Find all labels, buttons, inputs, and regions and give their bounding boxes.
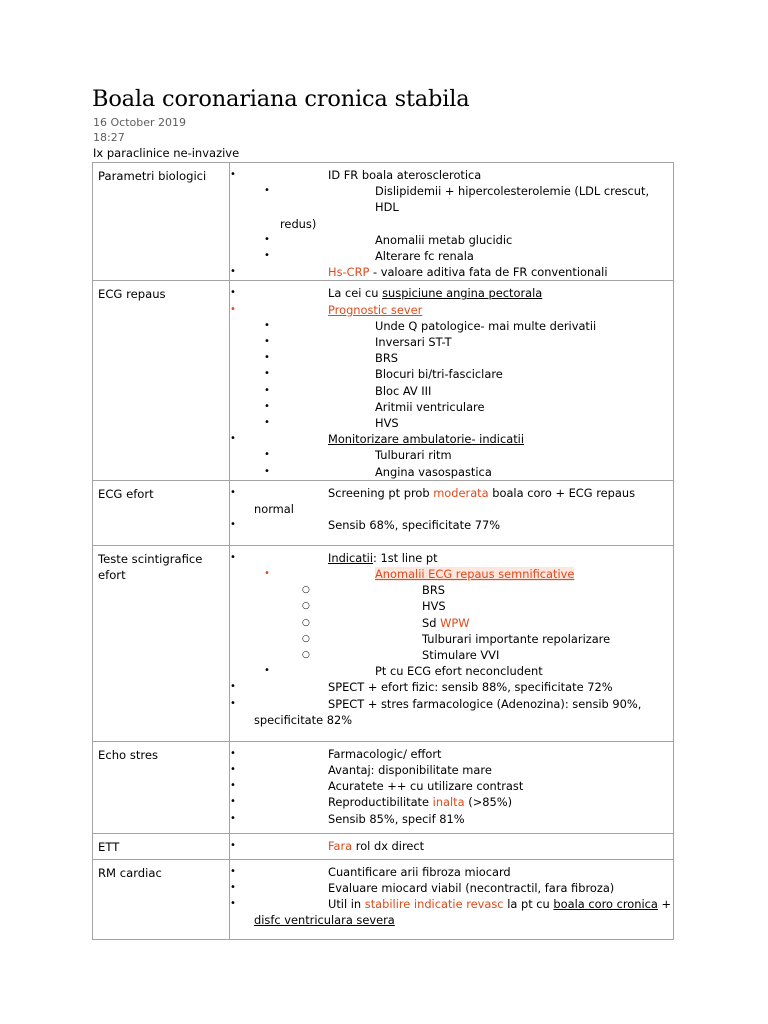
item-text [230,485,673,501]
item-text [230,285,673,301]
bullet-icon: • [230,747,236,759]
item-text-part: + [657,897,672,912]
hollow-bullet-icon: ○ [302,601,310,612]
item-text-part: Pt cu ECG efort neconcludent [375,664,543,679]
item-text-part: Blocuri bi/tri-fasciclare [375,367,503,382]
list-item [230,264,673,280]
item-text-part: Sd [422,615,441,630]
bullet-icon: • [264,319,270,331]
bullet-icon: • [230,882,236,894]
highlighted-text: Anomalii ECG repaus semnificative [375,567,575,582]
item-text-part: (>85%) [464,795,513,810]
list-item [230,550,673,566]
list-item [230,415,673,431]
item-text-part: Anomalii metab glucidic [375,232,513,247]
list-item [230,838,673,854]
bullet-icon: • [230,266,236,278]
list-item [230,896,673,928]
list-item [230,485,673,517]
bullet-icon: • [230,287,236,299]
bullet-icon: • [264,665,270,677]
bullet-icon: • [264,465,270,477]
item-text-part: Farmacologic/ effort [328,746,442,761]
item-text [230,663,673,679]
details-cell [230,545,674,741]
item-text-part: BRS [422,583,445,598]
wrapped-text: specificitate 82% [254,712,353,727]
highlighted-text: moderata [433,485,489,500]
item-text-part: Acuratete ++ cu utilizare contrast [328,779,524,794]
item-text-part: - valoare aditiva fata de FR conventionali [369,265,608,280]
item-text [230,232,673,248]
details-cell [230,833,674,859]
item-text [230,302,673,318]
table-row [93,859,674,939]
bullet-icon: • [264,233,270,245]
bullet-icon: • [264,384,270,396]
item-text-part: Inversari ST-T [375,335,452,350]
parameter-cell: ECG efort [93,480,230,545]
item-text [230,696,673,712]
bullet-icon: • [230,865,236,877]
list-item [230,248,673,264]
bullet-icon: • [230,812,236,824]
item-text [230,647,673,663]
details-cell [230,281,674,480]
list-item [230,598,673,614]
bullet-icon: • [264,449,270,461]
list-item [230,232,673,248]
bullet-icon: • [264,368,270,380]
item-text [230,566,673,582]
bullet-icon: • [230,796,236,808]
item-text [230,183,673,215]
note-time: 18:27 [93,131,125,144]
parameter-cell: Parametri biologici [93,163,230,281]
highlighted-text: WPW [440,615,470,630]
item-text-part: Aritmii ventriculare [375,399,485,414]
list-item [230,366,673,382]
item-text-part: Angina vasospastica [375,464,492,479]
list-item [230,647,673,663]
section-subtitle: Ix paraclinice ne-invazive [93,146,240,160]
underlined-text: suspiciune angina pectorala [382,286,543,301]
notes-table [92,162,674,940]
list-item [230,663,673,679]
list-item [230,399,673,415]
table-row [93,833,674,859]
item-text [230,264,673,280]
note-date: 16 October 2019 [93,116,187,129]
highlighted-text: Fara [328,838,353,853]
bullet-icon: • [230,839,236,851]
item-text [230,334,673,350]
item-text [230,350,673,366]
item-text [230,679,673,695]
list-item [230,464,673,480]
item-text [230,383,673,399]
wrapped-text: redus) [280,216,317,231]
item-text-part: SPECT + stres farmacologice (Adenozina): sensib 90%, [328,696,642,711]
item-text-part: Reproductibilitate [328,795,433,810]
parameter-cell: ECG repaus [93,281,230,480]
details-cell [230,741,674,833]
hollow-bullet-icon: ○ [302,585,310,596]
list-item [230,679,673,695]
item-text-part: HVS [422,599,446,614]
bullet-icon: • [230,898,236,910]
hollow-bullet-icon: ○ [302,650,310,661]
list-item [230,302,673,318]
bullet-icon: • [264,352,270,364]
item-text [230,746,673,762]
item-text [230,864,673,880]
list-item [230,762,673,778]
item-text-part: Cuantificare arii fibroza miocard [328,864,511,879]
item-text [230,762,673,778]
item-text [230,517,673,533]
item-text [230,778,673,794]
list-item [230,631,673,647]
list-item [230,582,673,598]
bullet-icon: • [230,486,236,498]
parameter-cell: Echo stres [93,741,230,833]
item-text-part: Unde Q patologice- mai multe derivatii [375,318,597,333]
item-text [230,248,673,264]
item-text-part: Tulburari ritm [375,448,452,463]
item-text-part: boala coro + ECG repaus [488,485,636,500]
item-text-part: Bloc AV III [375,383,432,398]
list-item [230,880,673,896]
item-text-part: la pt cu [503,897,554,912]
table-row [93,741,674,833]
item-text-part: Tulburari importante repolarizare [422,631,611,646]
list-item [230,431,673,447]
list-item [230,334,673,350]
list-item [230,778,673,794]
item-text-part: Alterare fc renala [375,249,474,264]
item-text [230,598,673,614]
underlined-text: boala coro cronica [553,897,658,912]
item-text-part: Avantaj: disponibilitate mare [328,763,492,778]
bullet-icon: • [230,764,236,776]
bullet-icon: • [264,185,270,197]
item-text-part: Evaluare miocard viabil (necontractil, fara fibroza) [328,881,615,896]
item-text-part: Stimulare VVI [422,648,500,663]
item-text [230,880,673,896]
item-text-part: SPECT + efort fizic: sensib 88%, specificitate 72% [328,680,613,695]
item-text-part: HVS [375,416,399,431]
list-item [230,517,673,533]
parameter-cell: Teste scintigrafice efort [93,545,230,741]
list-item [230,318,673,334]
bullet-icon: • [264,417,270,429]
item-text [230,464,673,480]
hollow-bullet-icon: ○ [302,633,310,644]
list-item [230,864,673,880]
item-text-part: Dislipidemii + hipercolesterolemie (LDL crescut, HDL [375,184,650,215]
parameter-cell: ETT [93,833,230,859]
details-cell [230,480,674,545]
list-item [230,566,673,582]
bullet-icon: • [264,568,270,580]
bullet-icon: • [264,250,270,262]
table-row [93,281,674,480]
list-item [230,746,673,762]
bullet-icon: • [264,336,270,348]
highlighted-text: Hs-CRP [328,265,370,280]
table-row [93,163,674,281]
table-row [93,545,674,741]
item-text-part: Screening pt prob [328,485,434,500]
item-text [230,838,673,854]
bullet-icon: • [230,697,236,709]
item-text [230,318,673,334]
item-text-part: rol dx direct [352,838,425,853]
item-text-part: : 1st line pt [373,550,438,565]
item-text [230,582,673,598]
item-text [230,399,673,415]
list-item [230,183,673,232]
item-text-part: BRS [375,351,398,366]
bullet-icon: • [230,551,236,563]
item-text [230,550,673,566]
item-text [230,811,673,827]
list-item [230,350,673,366]
item-text-part: La cei cu [328,286,383,301]
item-text-part: Sensib 68%, specificitate 77% [328,518,501,533]
item-text [230,447,673,463]
parameter-cell: RM cardiac [93,859,230,939]
item-text-part: ID FR boala aterosclerotica [328,168,482,182]
bullet-icon: • [230,681,236,693]
page-title: Boala coronariana cronica stabila [92,86,470,112]
details-cell [230,859,674,939]
item-text [230,794,673,810]
bullet-icon: • [230,169,236,180]
bullet-icon: • [264,400,270,412]
item-text [230,896,673,912]
item-text [230,366,673,382]
item-text [230,415,673,431]
list-item [230,167,673,183]
list-item [230,383,673,399]
hollow-bullet-icon: ○ [302,617,310,628]
highlighted-text: inalta [432,795,465,810]
wrapped-text: disfc ventriculara severa [254,913,395,928]
wrapped-text: normal [254,502,294,517]
underlined-text: Indicatii [328,550,374,565]
list-item [230,615,673,631]
list-item [230,696,673,728]
item-text-part: Util in [328,897,365,912]
table-row [93,480,674,545]
underlined-text: Monitorizare ambulatorie- indicatii [328,432,524,447]
bullet-icon: • [230,519,236,531]
highlighted-text: Prognostic sever [328,302,423,317]
details-cell [230,163,674,281]
item-text-part: Sensib 85%, specif 81% [328,811,465,826]
bullet-icon: • [230,303,236,315]
highlighted-text: stabilire indicatie revasc [364,897,504,912]
list-item [230,447,673,463]
list-item [230,811,673,827]
item-text [230,167,673,183]
item-text [230,615,673,631]
bullet-icon: • [230,780,236,792]
list-item [230,285,673,301]
bullet-icon: • [230,433,236,445]
list-item [230,794,673,810]
item-text [230,631,673,647]
item-text [230,431,673,447]
